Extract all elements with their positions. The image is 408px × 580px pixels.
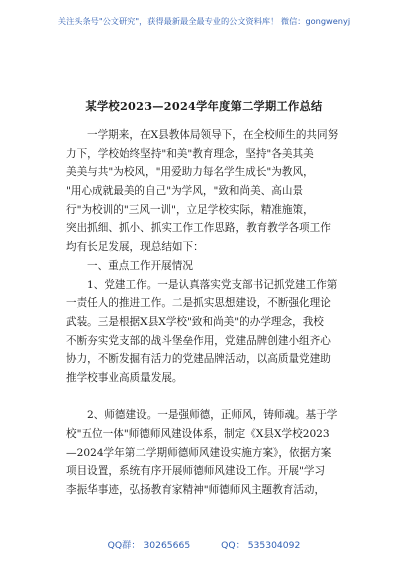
paragraph-line: 一学期来，在X县教体局领导下，在全校师生的共同努 <box>87 129 339 141</box>
footer-qq-group: QQ群： 30265665 <box>107 540 191 551</box>
section-heading: 一、重点工作开展情况 <box>87 259 193 272</box>
paragraph-line: 校"五位一体"师德师风建设体系，制定《X县X学校2023 <box>66 428 330 440</box>
paragraph-line: 项目设置，系统有序开展师德师风建设工作。开展"学习 <box>66 465 326 478</box>
paragraph-line: 不断夯实党支部的战斗堡垒作用，党建品牌创建小组齐心 <box>66 334 331 347</box>
paragraph-line: "用心成就最美的自己"为学风，"致和尚美、高山景 <box>66 185 304 198</box>
paragraph-line: 2、师德建设。一是强师德，正师风，铸师魂。基于学 <box>87 409 338 422</box>
paragraph-line: 1、党建工作。一是认真落实党支部书记抓党建工作第 <box>87 278 338 291</box>
header-banner: 关注头条号"公文研究"，获得最新最全最专业的公文资料库！ 微信：gongwenyj <box>57 16 351 26</box>
paragraph-line: 武装。三是根据X县X学校"致和尚美"的办学理念，我校 <box>66 315 324 328</box>
paragraph-line: 李振华事迹，弘扬教育家精神"师德师风主题教育活动， <box>66 484 326 497</box>
paragraph-line: 美美与共"为校风，"用爱助力每名学生成长"为教风， <box>66 166 314 179</box>
paragraph-line: 突出抓细、抓小、抓实工作工作思路，教育教学各项工作 <box>66 222 331 235</box>
document-title: 某学校2023—2024学年度第二学期工作总结 <box>85 99 323 113</box>
paragraph-line: —2024学年第二学期师德师风建设实施方案》，依据方案 <box>66 446 332 459</box>
blank-line <box>66 388 338 407</box>
document-body <box>66 126 338 500</box>
paragraph-line: 力下，学校始终坚持"和美"教育理念，坚持"各美其美 <box>66 147 314 160</box>
footer-qq: QQ： 535304092 <box>221 540 301 551</box>
paragraph-line: 行"为校训的"三风一训"，立足学校实际，精准施策， <box>66 203 314 216</box>
paragraph-line: 推学校事业高质量发展。 <box>66 371 183 384</box>
paragraph-line: 均有长足发展，现总结如下： <box>66 241 204 254</box>
footer-contact <box>0 537 408 551</box>
paragraph-line: 协力，不断发掘有活力的党建品牌活动，以高质量党建助 <box>66 353 331 366</box>
paragraph-line: 一责任人的推进工作。二是抓实思想建设，不断强化理论 <box>66 297 331 310</box>
